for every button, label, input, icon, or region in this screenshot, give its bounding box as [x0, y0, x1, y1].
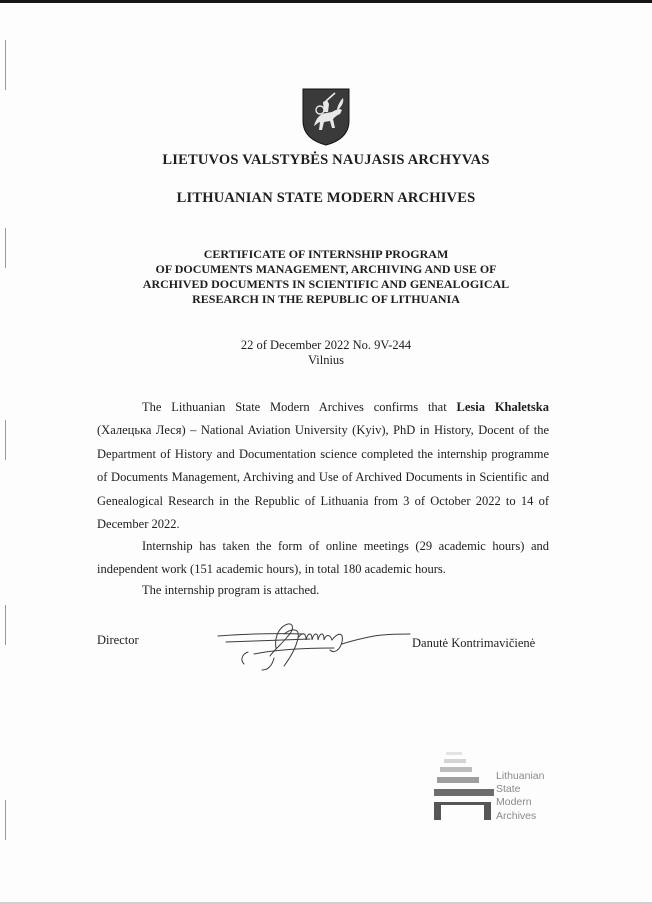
body-paragraph-hours: [97, 535, 549, 582]
body-paragraph-confirmation: [97, 396, 549, 536]
hours-text: Internship has taken the form of online meetings (29 academic hours) and independent work (151 academic hours), in total 180 academic hours.: [97, 539, 549, 577]
certificate-title-line: CERTIFICATE OF INTERNSHIP PROGRAM: [203, 247, 449, 261]
scan-edge-mark: [5, 228, 6, 268]
scan-edge-mark: [5, 800, 6, 840]
signatory-name: Danutė Kontrimavičienė: [412, 636, 536, 650]
signatory-role: Director: [97, 633, 139, 647]
attachment-text: The internship program is attached.: [142, 583, 320, 597]
institution-name-en: LITHUANIAN STATE MODERN ARCHIVES: [176, 190, 476, 206]
body-paragraph-attachment: [97, 579, 549, 602]
certificate-title-line: ARCHIVED DOCUMENTS IN SCIENTIFIC AND GENEALOGICAL: [142, 277, 510, 291]
scan-edge-mark: [5, 605, 6, 645]
scan-edge-mark: [5, 420, 6, 460]
certificate-place: Vilnius: [307, 353, 345, 367]
archives-logo-icon: [434, 752, 494, 822]
certificate-date-number: 22 of December 2022 No. 9V-244: [240, 338, 412, 352]
certificate-title: [100, 247, 552, 307]
coat-of-arms-icon: [302, 88, 350, 146]
archives-logo-text: [496, 770, 544, 823]
logo-text-line: Lithuanian: [496, 770, 545, 782]
logo-text-line: Archives: [496, 809, 537, 822]
confirmation-text-start: The Lithuanian State Modern Archives confirms that: [142, 400, 457, 414]
intern-name: Lesia Khaletska: [456, 400, 550, 414]
handwritten-signature: [214, 614, 414, 676]
scan-edge-mark: [5, 40, 6, 90]
certificate-title-line: OF DOCUMENTS MANAGEMENT, ARCHIVING AND USE OF: [155, 262, 497, 276]
logo-text-line: Modern: [496, 796, 532, 809]
scan-top-edge: [0, 0, 652, 3]
confirmation-text-rest: (Халецька Леся) – National Aviation University (Kyiv), PhD in History, Docent of the Department of History and Documentation science completed the internship programme of Documents Management, Archiving and Use of Archived Documents in Scientific and Genealogical Research in the Republic of Lithuania from 3 of October 2022 to 14 of December 2022.: [97, 423, 549, 532]
institution-name-lt: LIETUVOS VALSTYBĖS NAUJASIS ARCHYVAS: [162, 152, 490, 168]
logo-text-line: State: [496, 783, 521, 796]
certificate-title-line: RESEARCH IN THE REPUBLIC OF LITHUANIA: [192, 292, 460, 306]
